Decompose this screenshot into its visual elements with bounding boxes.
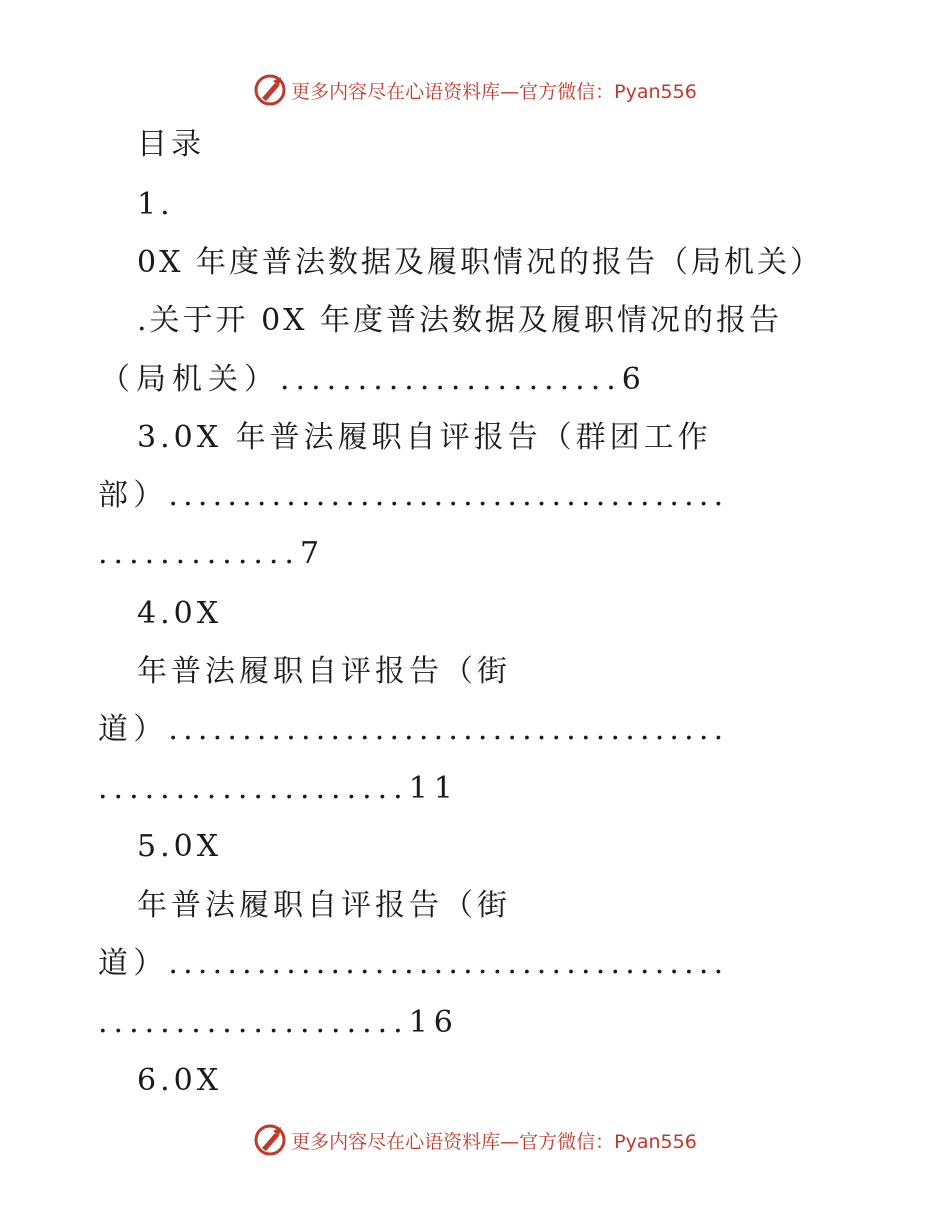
pen-logo-icon <box>253 1123 287 1157</box>
header-watermark-text: 更多内容尽在心语资料库—官方微信：Pyan556 <box>291 80 697 103</box>
pen-logo-icon <box>253 73 287 107</box>
toc-line-15: ....................16 <box>98 1005 459 1040</box>
toc-line-13: 年普法履职自评报告（街 <box>137 888 511 923</box>
toc-line-14: 道）...................................... <box>98 946 729 981</box>
toc-line-16: 6.0X <box>137 1063 223 1098</box>
toc-line-6: 部）...................................... <box>98 478 729 513</box>
toc-line-9: 年普法履职自评报告（街 <box>137 654 511 689</box>
header-watermark-banner <box>0 70 950 110</box>
toc-line-4: （局机关）......................6 <box>100 362 647 397</box>
toc-line-12: 5.0X <box>137 829 223 864</box>
footer-watermark-banner <box>0 1120 950 1160</box>
toc-line-3: .关于开 0X 年度普法数据及履职情况的报告 <box>137 303 783 338</box>
toc-line-2: 0X 年度普法数据及履职情况的报告（局机关） <box>137 245 823 280</box>
toc-line-10: 道）...................................... <box>98 712 729 747</box>
toc-line-11: ....................11 <box>98 771 459 806</box>
toc-title: 目录 <box>137 127 205 162</box>
footer-watermark-text: 更多内容尽在心语资料库—官方微信：Pyan556 <box>291 1130 697 1153</box>
toc-line-7: .............7 <box>98 536 326 571</box>
toc-line-8: 4.0X <box>137 596 223 631</box>
toc-line-1: 1. <box>137 187 174 222</box>
toc-line-5: 3.0X 年普法履职自评报告（群团工作 <box>137 420 712 455</box>
